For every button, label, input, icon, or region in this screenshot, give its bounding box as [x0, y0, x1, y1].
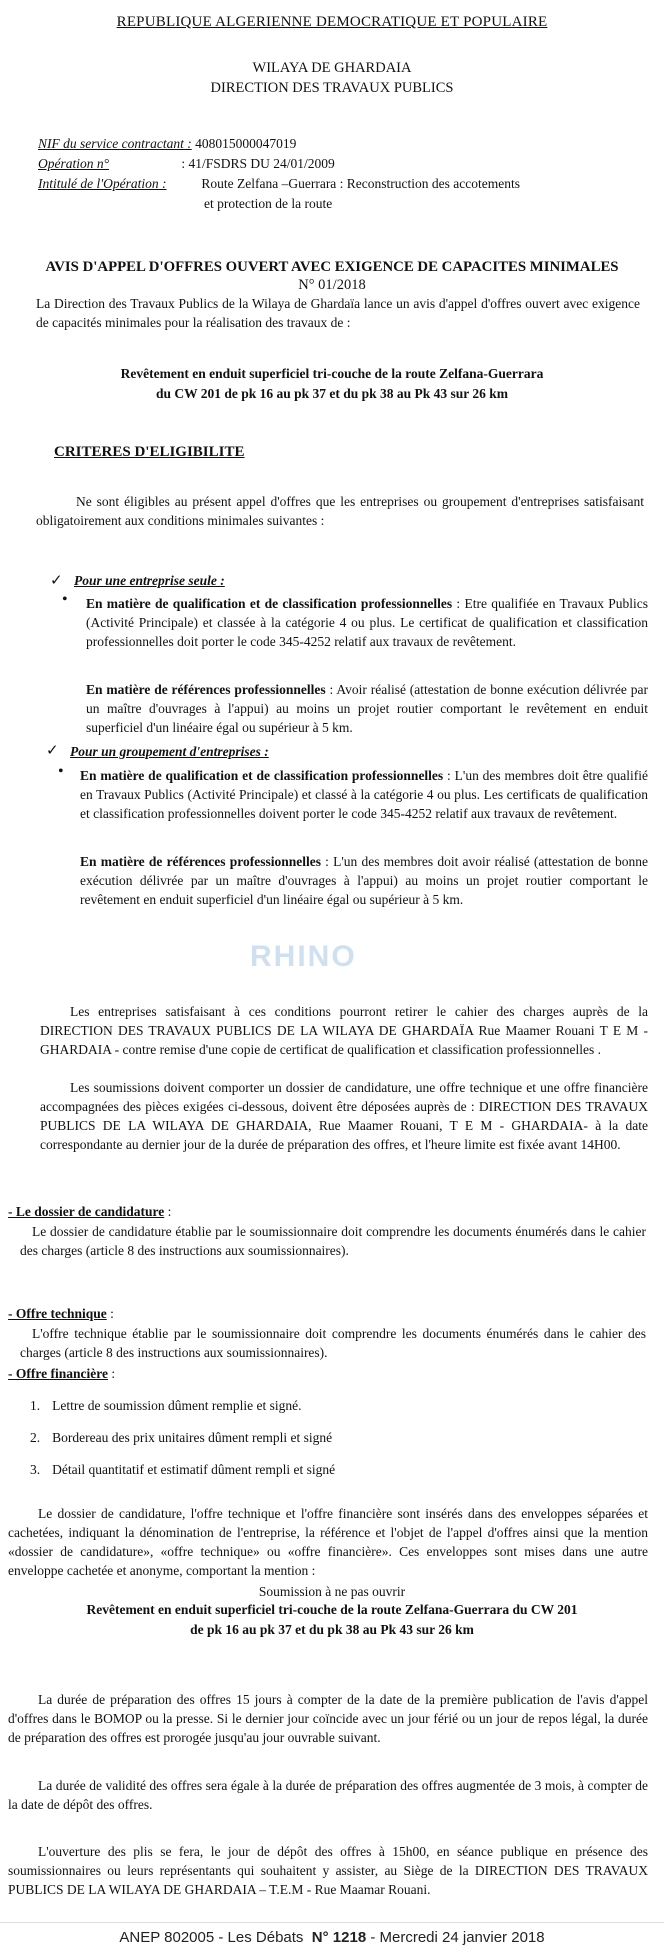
intitule-value-cont: et protection de la route [204, 196, 333, 211]
envelopes-paragraph: Le dossier de candidature, l'offre technique et l'offre financière sont insérés dans des enveloppes séparées et cachetées, indiquant la dénomination de l'entreprise, la référence et l'objet de l'appel d'offres ainsi que la mention «dossier de candidature», «offre technique» ou «offre financière». Ces enveloppes sont mises dans une autre enveloppe cachetée et anonyme, comportant la mention : [8, 1506, 648, 1578]
candidature-heading-line [8, 1202, 171, 1221]
item-text: Bordereau des prix unitaires dûment rempli et signé [52, 1430, 333, 1445]
mention-line-2: Revêtement en enduit superficiel tri-couche de la route Zelfana-Guerrara du CW 201 [86, 1602, 578, 1617]
item-text: Lettre de soumission dûment remplie et signé. [52, 1398, 302, 1413]
item-number: 2. [30, 1430, 41, 1445]
candidature-heading: - Le dossier de candidature [8, 1204, 165, 1219]
group-references-text: : L'un des membres doit avoir réalisé (attestation de bonne exécution délivrée par un maître d'ouvrages à l'appui) au moins un projet routier comportant le revêtement en enduit superficiel d'un linéaire égal ou supérieur à 5 km. [80, 854, 649, 907]
financial-item [30, 1460, 335, 1479]
notice-number: N° 01/2018 [298, 277, 366, 293]
group-references-lead: En matière de références professionnelles [80, 854, 321, 869]
technical-colon: : [106, 1306, 114, 1321]
intitule-line [38, 176, 520, 192]
footer-issue-label: N° [311, 1929, 329, 1946]
single-references [86, 680, 648, 737]
validity-paragraph: La durée de validité des offres sera égale à la durée de préparation des offres augmentée de 3 mois, à compter de la date de dépôt des offres. [8, 1778, 648, 1812]
works-line-2: du CW 201 de pk 16 au pk 37 et du pk 38 au Pk 43 sur 26 km [155, 386, 509, 401]
footer-ref: ANEP 802005 [119, 1929, 215, 1946]
bullet-icon: • [62, 591, 68, 608]
intitule-value: Route Zelfana –Guerrara : Reconstruction des accotements [201, 176, 520, 191]
direction-heading: DIRECTION DES TRAVAUX PUBLICS [210, 80, 454, 96]
criteria-intro: Ne sont éligibles au présent appel d'offres que les entreprises ou groupement d'entreprises satisfaisant obligatoirement aux conditions minimales suivantes : [36, 494, 644, 528]
financial-item [30, 1428, 332, 1447]
candidature-text: Le dossier de candidature établie par le soumissionnaire doit comprendre les documents énumérés dans le cahier des charges (article 8 des instructions aux soumissionnaires). [20, 1224, 646, 1258]
single-qualification-text: : Etre qualifiée en Travaux Publics (Activité Principale) et classée à la catégorie 4 ou plus. Le certificat de qualification et classification professionnelles doit porter le code 345-4252 relatif aux travaux de revêtement. [86, 596, 649, 649]
footer-paper: Les Débats [227, 1929, 304, 1946]
wilaya-heading: WILAYA DE GHARDAIA [252, 60, 412, 76]
operation-label: Opération n° [38, 156, 110, 171]
single-references-text: : Avoir réalisé (attestation de bonne exécution délivrée par un maître d'ouvrages à l'appui) au moins un projet routier comportant le revêtement en enduit superficiel d'un linéaire égal ou supérieur à 5 km. [86, 682, 648, 735]
nif-line [38, 136, 296, 152]
withdrawal-paragraph: Les entreprises satisfaisant à ces conditions pourront retirer le cahier des charges auprès de la DIRECTION DES TRAVAUX PUBLICS DE LA WILAYA DE GHARDAÏA Rue Maamer Rouani T E M - GHARDAIA - contre remise d'une copie de certificat de qualification et classification professionnelles . [40, 1004, 648, 1057]
financial-heading: - Offre financière [8, 1366, 108, 1381]
nif-label: NIF du service contractant : [38, 136, 192, 151]
nif-value: 408015000047019 [195, 136, 297, 151]
group-heading: Pour un groupement d'entreprises : [70, 744, 269, 759]
footer-date: - Mercredi 24 janvier 2018 [366, 1929, 545, 1946]
technical-text: L'offre technique établie par le soumissionnaire doit comprendre les documents énumérés dans le cahier des charges (article 8 des instructions aux soumissionnaires). [20, 1326, 646, 1360]
single-company-heading: Pour une entreprise seule : [74, 573, 225, 588]
technical-heading: - Offre technique [8, 1306, 107, 1321]
technical-heading-line [8, 1304, 114, 1323]
financial-item [30, 1396, 301, 1415]
group-qualification-lead: En matière de qualification et de classification professionnelles [80, 768, 444, 783]
single-references-lead: En matière de références professionnelles [86, 682, 326, 697]
footer-issue: 1218 [332, 1929, 367, 1946]
checkmark-icon: ✓ [50, 573, 63, 589]
duration-paragraph: La durée de préparation des offres 15 jours à compter de la date de la première publication de l'avis d'appel d'offres dans le BOMOP ou la presse. Si le dernier jour coïncide avec un jour férié ou un jour de repos légal, la durée de préparation des offres est prorogée jusqu'au jour ouvrable suivant. [8, 1692, 648, 1745]
mention-line-1: Soumission à ne pas ouvrir [258, 1584, 406, 1599]
candidature-colon: : [164, 1204, 172, 1219]
mention-line-3: de pk 16 au pk 37 et du pk 38 au Pk 43 sur 26 km [190, 1622, 474, 1637]
group-qualification-text: : L'un des membres doit être qualifié en Travaux Publics (Activité Principale) et classé à la catégorie 4 ou plus. Les certificats de qualification et classification professionnelles doivent porter le code 345-4252 relatif aux travaux de revêtement. [80, 768, 649, 821]
republic-heading: REPUBLIQUE ALGERIENNE DEMOCRATIQUE ET POPULAIRE [116, 14, 548, 30]
operation-value: : 41/FSDRS DU 24/01/2009 [181, 156, 335, 171]
publication-footer [0, 1922, 664, 1952]
single-qualification-lead: En matière de qualification et de classification professionnelles [86, 596, 453, 611]
submissions-paragraph: Les soumissions doivent comporter un dossier de candidature, une offre technique et une offre financière accompagnées des pièces exigées ci-dessous, doivent être déposées auprès de : DIRECTION DES TRAVAUX PUBLICS DE LA WILAYA DE GHARDAIA, Rue Maamer Rouani, T E M - GHARDAIA- à la date correspondante au dernier jour de la durée de préparation des offres, et l'heure limite est fixée avant 14H00. [40, 1080, 648, 1152]
notice-intro: La Direction des Travaux Publics de la Wilaya de Ghardaïa lance un avis d'appel d'offres ouvert avec exigence de capacités minimales pour la réalisation des travaux de : [36, 296, 640, 330]
financial-colon: : [107, 1366, 116, 1381]
criteria-heading: CRITERES D'ELIGIBILITE [54, 444, 245, 460]
intitule-label: Intitulé de l'Opération : [38, 176, 167, 191]
group-references [80, 852, 648, 909]
single-qualification [86, 594, 648, 651]
footer-sep: - [214, 1929, 228, 1946]
rhino-watermark: RHINO [250, 940, 357, 973]
item-text: Détail quantitatif et estimatif dûment rempli et signé [52, 1462, 336, 1477]
operation-line [38, 156, 335, 172]
group-qualification [80, 766, 648, 823]
notice-title: AVIS D'APPEL D'OFFRES OUVERT AVEC EXIGENCE DE CAPACITES MINIMALES [45, 259, 619, 275]
financial-heading-line [8, 1364, 115, 1383]
opening-paragraph: L'ouverture des plis se fera, le jour de dépôt des offres à 15h00, en séance publique en présence des soumissionnaires ou leurs représentants qui souhaitent y assister, au Siège de la DIRECTION DES TRAVAUX PUBLICS DE LA WILAYA DE GHARDAIA – T.E.M - Rue Maamar Rouani. [8, 1844, 648, 1897]
works-line-1: Revêtement en enduit superficiel tri-couche de la route Zelfana-Guerrara [120, 366, 544, 381]
checkmark-icon: ✓ [46, 743, 59, 759]
bullet-icon: • [58, 763, 64, 780]
item-number: 1. [30, 1398, 41, 1413]
item-number: 3. [30, 1462, 41, 1477]
